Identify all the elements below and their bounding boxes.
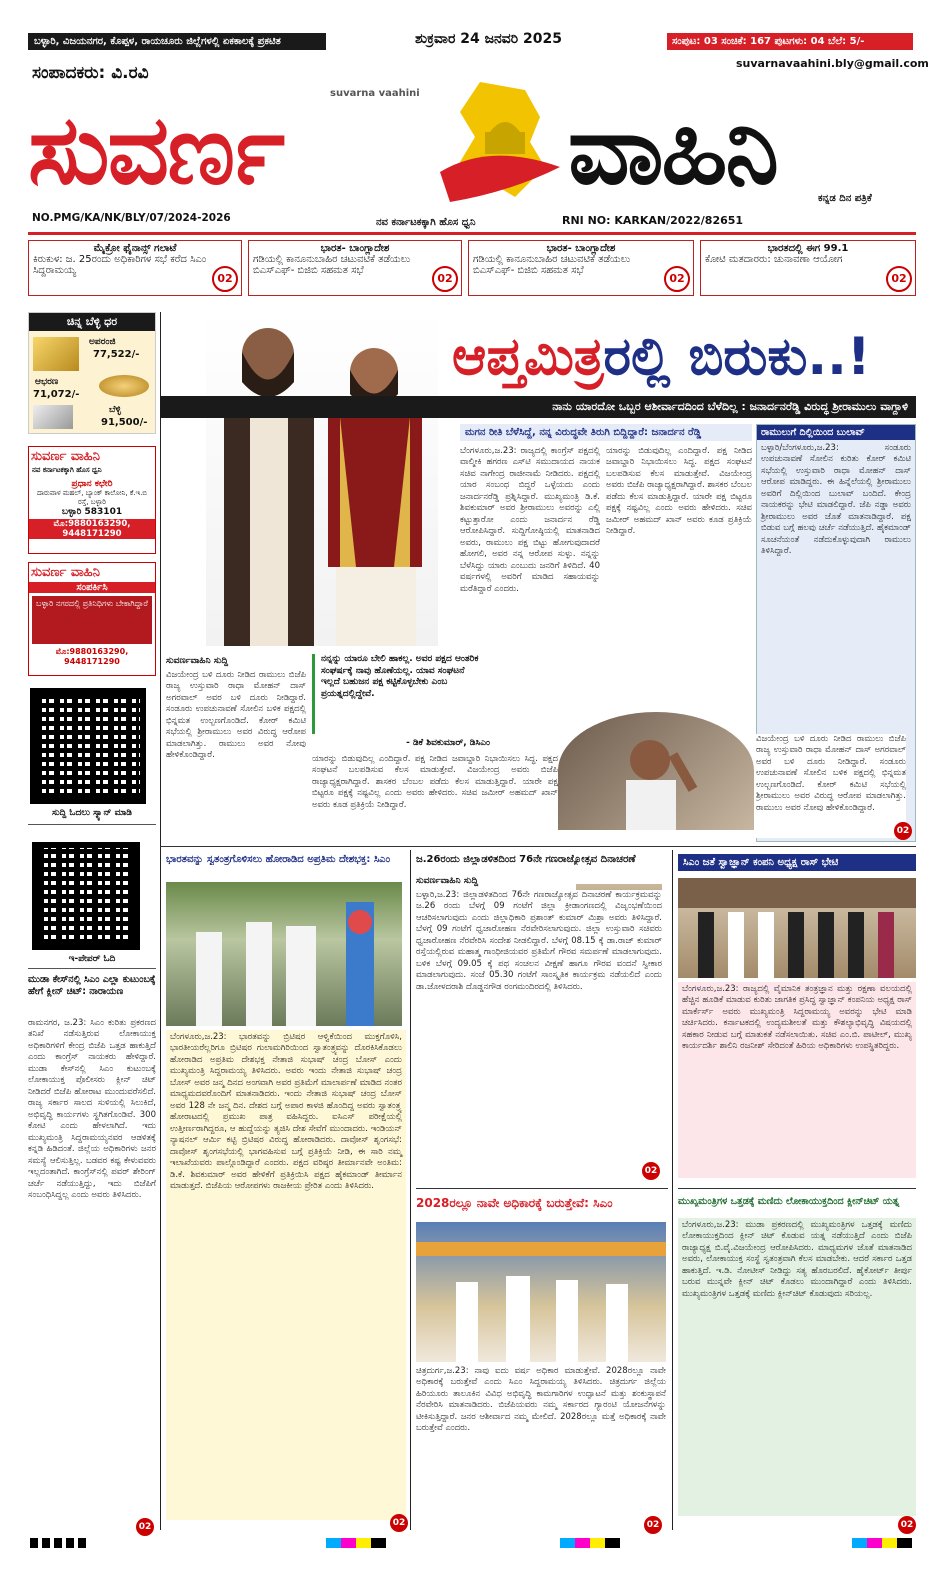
pull-quote	[312, 654, 482, 734]
registration-mark	[326, 1538, 386, 1548]
side-column-continued: ವಿಜಯೇಂದ್ರ ಬಳಿ ದೂರು ನೀಡಿದ ರಾಮುಲು ಬಿಜೆಪಿ ರಾಜ್ಯ ಉಸ್ತುವಾರಿ ರಾಧಾ ಮೋಹನ್ ದಾಸ್ ಅಗರವಾಲ್ ಅವರ ಬಳಿ ದೂರು ನೀಡಿದ್ದಾರೆ. ಸಂಡೂರು ಉಪಚುನಾವಣೆ ಸೋಲಿನ ಬಳಿಕ ಪಕ್ಷದಲ್ಲಿ ಭಿನ್ನಮತ ಉಲ್ಬಣಗೊಂಡಿದೆ. ಕೋರ್ ಕಮಿಟಿ ಸಭೆಯಲ್ಲಿ ಶ್ರೀರಾಮುಲು ಅವರ ವಿರುದ್ಧ ಆರೋಪ ಮಾಡಲಾಗಿತ್ತು. ರಾಮುಲು ಅವರ ನೋವು ಹೇಳಿಕೊಂಡಿದ್ದಾರೆ.	[756, 734, 906, 838]
column-rule	[160, 312, 161, 1530]
teaser-3[interactable]	[468, 240, 694, 296]
gold-price-title: ಚಿನ್ನ ಬೆಳ್ಳಿ ಧರ	[29, 313, 155, 331]
side-story-headline: ಮುಡಾ ಕೇಸ್‌ನಲ್ಲಿ ಸಿಎಂ ಎಲ್ಲಾ ಕುಟುಂಬಕ್ಕೆ ಹೇಗೆ ಕ್ಲೀನ್ ಚಿಟ್: ನಾರಾಯಣ	[28, 974, 156, 998]
gold-22-label: ಆಭರಣ	[35, 377, 59, 387]
gold-price-box	[28, 312, 156, 434]
teaser-kicker: ಭಾರತದಲ್ಲಿ ಈಗ 99.1	[767, 243, 849, 254]
editor-name: ಸಂಪಾದಕರು: ವಿ.ರವಿ	[32, 63, 149, 83]
districts-strip: ಬಳ್ಳಾರಿ, ವಿಜಯನಗರ, ಕೊಪ್ಪಳ, ರಾಯಚೂರು ಜಿಲ್ಲೆಗಳಲ್ಲಿ ಏಕಕಾಲಕ್ಕೆ ಪ್ರಕಟಿತ	[28, 33, 326, 50]
section-rule	[678, 1188, 916, 1189]
karnataka-emblem	[430, 72, 570, 212]
column-rule	[410, 850, 411, 1530]
divider	[28, 824, 156, 825]
divider	[28, 968, 156, 969]
lead-headline-part-a: ಆಪ್ತಮಿತ್ರ	[452, 327, 604, 387]
lead-body-col3: ವಿಜಯೇಂದ್ರ ಬಳಿ ದೂರು ನೀಡಿದ ರಾಮುಲು ಬಿಜೆಪಿ ರಾಜ್ಯ ಉಸ್ತುವಾರಿ ರಾಧಾ ಮೋಹನ್ ದಾಸ್ ಅಗರವಾಲ್ ಅವರ ಬಳಿ ದೂರು ನೀಡಿದ್ದಾರೆ. ಸಂಡೂರು ಉಪಚುನಾವಣೆ ಸೋಲಿನ ಬಳಿಕ ಪಕ್ಷದಲ್ಲಿ ಭಿನ್ನಮತ ಉಲ್ಬಣಗೊಂಡಿದೆ. ಕೋರ್ ಕಮಿಟಿ ಸಭೆಯಲ್ಲಿ ಶ್ರೀರಾಮುಲು ಅವರ ವಿರುದ್ಧ ಆರೋಪ ಮಾಡಲಾಗಿತ್ತು. ರಾಮುಲು ಅವರ ನೋವು ಹೇಳಿಕೊಂಡಿದ್ದಾರೆ.	[166, 670, 306, 761]
qr-code-news[interactable]	[30, 688, 146, 804]
story-d-photo	[678, 878, 916, 978]
lead-headline-part-b: ರಲ್ಲಿ ಬಿರುಕು..!	[603, 327, 871, 387]
story-d-headline: ಸಿಎಂ ಜತೆ ಸ್ವಾಜ್ಞಾನ್ ಕಂಪನಿ ಅಧ್ಯಕ್ಷ ರಾಸ್ ಭೇಟಿ	[678, 854, 916, 871]
teaser-kicker: ಭಾರತ- ಬಾಂಗ್ಲಾದೇಶ	[320, 243, 390, 254]
recruitment-ad	[28, 562, 156, 676]
page-ref-badge: 02	[642, 1162, 660, 1180]
teaser-text: ಕೋಟಿ ಮತದಾರರು: ಚುನಾವಣಾ ಆಯೋಗ	[705, 254, 843, 265]
story-c-byline: ಸುವರ್ಣವಾಹಿನಿ ಸುದ್ದಿ	[416, 876, 479, 886]
slogan: ನವ ಕರ್ನಾಟಕಕ್ಕಾಗಿ ಹೊಸ ಧ್ವನಿ	[376, 217, 476, 228]
office-ad	[28, 446, 156, 554]
story-f-headline: ಮುಖ್ಯಮಂತ್ರಿಗಳ ಒತ್ತಡಕ್ಕೆ ಮಣಿದು ಲೋಕಾಯುಕ್ತದಿಂದ ಕ್ಲೀನ್‌ಚಿಟ್ ಯತ್ನ	[678, 1196, 900, 1207]
qr-code-epaper[interactable]	[32, 842, 140, 950]
side-column-body: ಬಳ್ಳಾರಿ/ಬೆಂಗಳೂರು,ಜ.23: ಸಂಡೂರು ಉಪಚುನಾವಣೆ ಸೋಲಿನ ಕುರಿತು ಕೋರ್ ಕಮಿಟಿ ಸಭೆಯಲ್ಲಿ ಉಸ್ತುವಾರಿ ರಾಧಾ ಮೋಹನ್ ದಾಸ್ ಆರೋಪ ಮಾಡಿದ್ದರು. ಈ ಹಿನ್ನೆಲೆಯಲ್ಲಿ ಶ್ರೀರಾಮುಲು ಅವರಿಗೆ ದಿಲ್ಲಿಯಿಂದ ಬುಲಾವ್ ಬಂದಿದೆ. ಕೇಂದ್ರ ನಾಯಕರನ್ನು ಭೇಟಿ ಮಾಡಲಿದ್ದಾರೆ. ಜೆಪಿ ನಡ್ಡಾ ಅವರು ಶ್ರೀರಾಮುಲು ಅವರ ಜೊತೆ ಮಾತನಾಡಿದ್ದಾರೆ. ಪಕ್ಷ ಬಿಡುವ ಬಗ್ಗೆ ಹಲವು ಚರ್ಚೆ ನಡೆಯುತ್ತಿದೆ. ಹೈಕಮಾಂಡ್ ಸೂಚನೆಯಂತೆ ನಡೆದುಕೊಳ್ಳುವುದಾಗಿ ರಾಮುಲು ತಿಳಿಸಿದ್ದಾರೆ.	[761, 443, 911, 557]
lead-body-col2: ಯಾರನ್ನು ಬಿಡುವುದಿಲ್ಲ ಎಂದಿದ್ದಾರೆ. ಪಕ್ಷ ನೀಡಿದ ಜವಾಬ್ದಾರಿ ನಿಭಾಯಿಸಲು ಸಿದ್ಧ. ಪಕ್ಷದ ಸಂಘಟನೆ ಬಲಪಡಿಸುವ ಕೆಲಸ ಮಾಡುತ್ತೇವೆ. ವಿಜಯೇಂದ್ರ ಅವರು ಬಿಜೆಪಿ ರಾಜ್ಯಾಧ್ಯಕ್ಷರಾಗಿದ್ದಾರೆ. ಶಾಸಕರ ಬೆಂಬಲ ಪಡೆದು ಕೆಲಸ ಮಾಡುತ್ತಿದ್ದಾರೆ. ಯಾರೇ ಪಕ್ಷ ಬಿಟ್ಟರೂ ಪಕ್ಷಕ್ಕೆ ನಷ್ಟವಿಲ್ಲ ಎಂದು ಅವರು ಹೇಳಿದರು. ಸಚಿವ ಜಮೀರ್ ಅಹಮದ್ ಖಾನ್ ಅವರು ಕೂಡ ಪ್ರತಿಕ್ರಿಯೆ ನೀಡಿದ್ದಾರೆ.	[606, 446, 752, 537]
ad-pin: ಬಳ್ಳಾರಿ 583101	[61, 507, 123, 517]
gold-bar-icon	[33, 337, 79, 371]
story-c-body: ಬಳ್ಳಾರಿ,ಜ.23: ಜಿಲ್ಲಾಡಳಿತದಿಂದ 76ನೇ ಗಣರಾಜ್ಯೋತ್ಸವ ದಿನಾಚರಣೆ ಕಾರ್ಯಕ್ರಮವನ್ನು ಜ.26 ರಂದು ಬೆಳಗ್ಗೆ 09 ಗಂಟೆಗೆ ಜಿಲ್ಲಾ ಕ್ರೀಡಾಂಗಣದಲ್ಲಿ ವಿಜೃಂಭಣೆಯಿಂದ ಆಚರಿಸಲಾಗುವುದು ಎಂದು ಜಿಲ್ಲಾಧಿಕಾರಿ ಪ್ರಶಾಂತ್ ಕುಮಾರ್ ಮಿಶ್ರಾ ಅವರು ತಿಳಿಸಿದ್ದಾರೆ. ಬೆಳಗ್ಗೆ 09 ಗಂಟೆಗೆ ಧ್ವಜಾರೋಹಣ ನೆರವೇರಿಸಲಾಗುವುದು. ಜಿಲ್ಲಾ ಉಸ್ತುವಾರಿ ಸಚಿವರು ಧ್ವಜಾರೋಹಣ ನೆರವೇರಿಸಿ ಸಂದೇಶ ನೀಡಲಿದ್ದಾರೆ. ಬೆಳಗ್ಗೆ 08.15 ಕ್ಕೆ ಡಾ.ರಾಜ್ ಕುಮಾರ್ ರಸ್ತೆಯಲ್ಲಿರುವ ಮಹಾತ್ಮ ಗಾಂಧೀಜಿಯವರ ಪ್ರತಿಮೆಗೆ ಗೌರವ ಸಮರ್ಪಣೆ ಮಾಡಲಾಗುವುದು. ಬಳಿಕ ಬೆಳಗ್ಗೆ 09.05 ಕ್ಕೆ ಪಥ ಸಂಚಲನ ವೀಕ್ಷಣೆ ಹಾಗೂ ಗೌರವ ವಂದನೆ ಸ್ವೀಕಾರ ಮಾಡಲಾಗುವುದು. ಸಂಜೆ 05.30 ಗಂಟೆಗೆ ಸಾಂಸ್ಕೃತಿಕ ಕಾರ್ಯಕ್ರಮ ನಡೆಯಲಿದೆ ಎಂದು ಡಾ.ಜೋಳದರಾಶಿ ದೊಡ್ಡನಗೌಡ ರಂಗಮಂದಿರದಲ್ಲಿ ತಿಳಿಸಿದರು.	[416, 890, 662, 1180]
inset-photo	[558, 712, 754, 830]
teaser-text: ಕಿರುಕುಳ: ಜ. 25ರಂದು ಅಧಿಕಾರಿಗಳ ಸಭೆ ಕರೆದ ಸಿಎಂ ಸಿದ್ದರಾಮಯ್ಯ	[33, 254, 207, 276]
teaser-text: ಗಡಿಯಲ್ಲಿ ಕಾನೂನುಬಾಹಿರ ಚಟುವಟಿಕೆ ತಡೆಯಲು ಬಿಎಸ್‌ಎಫ್- ಬಿಜಿಬಿ ಸಹಮತ ಸಭೆ	[473, 254, 631, 276]
issue-date: ಶುಕ್ರವಾರ 24 ಜನವರಿ 2025	[415, 31, 562, 47]
page-ref-badge: 02	[212, 266, 238, 292]
teaser-1[interactable]	[28, 240, 242, 296]
pull-quote-attribution: - ಡಿಕೆ ಶಿವಕುಮಾರ್, ಡಿಸಿಎಂ	[406, 738, 490, 748]
teaser-kicker: ಭಾರತ- ಬಾಂಗ್ಲಾದೇಶ	[546, 243, 616, 254]
lead-subhead: ನಾನು ಯಾರದೋ ಒಬ್ಬರ ಆಶೀರ್ವಾದದಿಂದ ಬೆಳೆದಿಲ್ಲ : ಜನಾರ್ದನರೆಡ್ಡಿ ವಿರುದ್ಧ ಶ್ರೀರಾಮುಲು ವಾಗ್ದಾಳಿ	[160, 396, 916, 418]
story-d-body: ಬೆಂಗಳೂರು,ಜ.23: ರಾಜ್ಯದಲ್ಲಿ ವೈಮಾನಿಕ ತಂತ್ರಜ್ಞಾನ ಮತ್ತು ರಕ್ಷಣಾ ವಲಯದಲ್ಲಿ ಹೆಚ್ಚಿನ ಹೂಡಿಕೆ ಮಾಡುವ ಕುರಿತು ಜಾಗತಿಕ ಪ್ರಸಿದ್ಧ ಸ್ವಾಜ್ಞಾನ್ ಕಂಪನಿಯ ಅಧ್ಯಕ್ಷ ರಾಸ್ ಮಾರ್ಕೆರ್ಸ್ ಅವರು ಮುಖ್ಯಮಂತ್ರಿ ಸಿದ್ದರಾಮಯ್ಯ ಅವರನ್ನು ಭೇಟಿ ಮಾಡಿ ಚರ್ಚಿಸಿದರು. ಕರ್ನಾಟಕದಲ್ಲಿ ಉದ್ಯಮಶೀಲತೆ ಮತ್ತು ಕೌಶಲ್ಯಾಭಿವೃದ್ಧಿ ವಿಷಯದಲ್ಲಿ ಸಹಕಾರ ನೀಡುವ ಬಗ್ಗೆ ಮಾತುಕತೆ ನಡೆಸಲಾಯಿತು. ಸಚಿವ ಎಂ.ಬಿ. ಪಾಟೀಲ್, ಮುಖ್ಯ ಕಾರ್ಯದರ್ಶಿ ಶಾಲಿನಿ ರಜನೀಶ್ ಸೇರಿದಂತೆ ಹಿರಿಯ ಅಧಿಕಾರಿಗಳು ಉಪಸ್ಥಿತರಿದ್ದರು.	[678, 982, 916, 1178]
teaser-text: ಗಡಿಯಲ್ಲಿ ಕಾನೂನುಬಾಹಿರ ಚಟುವಟಿಕೆ ತಡೆಯಲು ಬಿಎಸ್‌ಎಫ್- ಬಿಜಿಬಿ ಸಹಮತ ಸಭೆ	[253, 254, 411, 276]
registration-mark	[30, 1538, 90, 1548]
ad-phone: ಮೊ:9880163290, 9448171290	[29, 519, 155, 539]
teaser-4[interactable]	[700, 240, 916, 296]
gold-24-price: 77,522/-	[93, 349, 140, 360]
side-story-body: ರಾಮನಗರ, ಜ.23: ಸಿಎಂ ಕುರಿತು ಪ್ರಕರಣದ ತನಿಖೆ ನಡೆಸುತ್ತಿರುವ ಲೋಕಾಯುಕ್ತ ಅಧಿಕಾರಿಗಳಿಗೆ ಕೇಂದ್ರ ಬಿಜೆಪಿ ಒತ್ತಡ ಹಾಕುತ್ತಿದೆ ಎಂದು ಕಾಂಗ್ರೆಸ್ ನಾಯಕರು ಹೇಳಿದ್ದಾರೆ. ಮುಡಾ ಕೇಸ್‌ನಲ್ಲಿ ಸಿಎಂ ಕುಟುಂಬಕ್ಕೆ ಲೋಕಾಯುಕ್ತ ಪೊಲೀಸರು ಕ್ಲೀನ್ ಚಿಟ್ ನೀಡಿದರೆ ಬಿಜೆಪಿ ಹೋರಾಟ ಮುಂದುವರೆಸಲಿದೆ. ರಾಜ್ಯ ಸರ್ಕಾರ ಸಾಲದ ಸುಳಿಯಲ್ಲಿ ಸಿಲುಕಿದೆ, ಅಭಿವೃದ್ಧಿ ಕಾರ್ಯಗಳು ಸ್ಥಗಿತಗೊಂಡಿವೆ. 300 ಕೋಟಿ ಎಂದು ಹೇಳಲಾಗಿದೆ. ಇದು ಮುಖ್ಯಮಂತ್ರಿ ಸಿದ್ದರಾಮಯ್ಯನವರ ಆಡಳಿತಕ್ಕೆ ಕನ್ನಡಿ ಹಿಡಿದಂತೆ. ಜಿಲ್ಲೆಯ ಅಧಿಕಾರಿಗಳು ಜನರ ಸಮಸ್ಯೆ ಆಲಿಸುತ್ತಿಲ್ಲ. ಬಡವರ ಕಷ್ಟ ಕೇಳುವವರು ಇಲ್ಲದಂತಾಗಿದೆ. ಕಾಂಗ್ರೆಸ್‌ನಲ್ಲಿ ಪವರ್ ಶೇರಿಂಗ್ ಚರ್ಚೆ ನಡೆಯುತ್ತಿದ್ದು, ಇದು ಬಿಜೆಪಿಗೆ ಸಂಬಂಧಿಸಿದ್ದಲ್ಲ ಎಂದು ಅವರು ತಿಳಿಸಿದರು.	[28, 1018, 156, 1201]
page-ref-badge: 02	[886, 266, 912, 292]
page-ref-badge: 02	[898, 1516, 916, 1534]
masthead-title-right: ವಾಹಿನಿ	[568, 94, 777, 206]
roman-name: suvarna vaahini	[330, 88, 420, 99]
lead-photo	[206, 312, 438, 646]
story-b-body: ಬೆಂಗಳೂರು,ಜ.23: ಭಾರತವನ್ನು ಬ್ರಿಟಿಷರ ಆಳ್ವಿಕೆಯಿಂದ ಮುಕ್ತಗೊಳಿಸಿ, ಭಾರತೀಯರೆಲ್ಲರಿಗೂ ಬ್ರಿಟಿಷರ ಗುಲಾಮಗಿರಿಯಿಂದ ಸ್ವಾತಂತ್ರ್ಯವನ್ನು ದೊರಕಿಸಿಕೊಡಲು ಹೋರಾಡಿದ ಅಪ್ರತಿಮ ದೇಶಭಕ್ತ ನೇತಾಜಿ ಸುಭಾಷ್ ಚಂದ್ರ ಬೋಸ್ ಎಂದು ಮುಖ್ಯಮಂತ್ರಿ ಸಿದ್ದರಾಮಯ್ಯ ತಿಳಿಸಿದರು. ಅವರು ಇಂದು ನೇತಾಜಿ ಸುಭಾಷ್ ಚಂದ್ರ ಬೋಸ್ ಅವರ ಜನ್ಮ ದಿನದ ಅಂಗವಾಗಿ ಅವರ ಪ್ರತಿಮೆಗೆ ಮಾಲಾರ್ಪಣೆ ಮಾಡಿದ ನಂತರ ಮಾಧ್ಯಮದವರೊಂದಿಗೆ ಮಾತನಾಡಿದರು. ಇಂದು ನೇತಾಜಿ ಸುಭಾಷ್ ಚಂದ್ರ ಬೋಸ್ ಅವರ 128 ನೇ ಜನ್ಮ ದಿನ. ದೇಶದ ಬಗ್ಗೆ ಅಪಾರ ಕಾಳಜಿ ಹೊಂದಿದ್ದ ಅವರು ಸ್ವಾತಂತ್ರ್ಯ ಹೋರಾಟದಲ್ಲಿ ಪ್ರಮುಖ ಪಾತ್ರ ವಹಿಸಿದ್ದರು. ಐಸಿಎಸ್ ಪರೀಕ್ಷೆಯಲ್ಲಿ ಉತ್ತೀರ್ಣರಾಗಿದ್ದರೂ, ಆ ಹುದ್ದೆಯನ್ನು ತ್ಯಜಿಸಿ ದೇಶ ಸೇವೆಗೆ ಮುಂದಾದರು. ಇಂಡಿಯನ್ ನ್ಯಾಷನಲ್ ಆರ್ಮಿ ಕಟ್ಟಿ ಬ್ರಿಟಿಷರ ವಿರುದ್ಧ ಹೋರಾಡಿದರು. ದಾವೋಸ್ ಶೃಂಗಸಭೆ: ದಾವೋಸ್ ಶೃಂಗಸಭೆಯಲ್ಲಿ ಭಾಗವಹಿಸುವ ಬಗ್ಗೆ ಪ್ರತಿಕ್ರಿಯೆ ನೀಡಿ, ಈ ಸಾರಿ ನಮ್ಮ ಇಲಾಖೆಯವರು ಪಾಲ್ಗೊಂಡಿದ್ದಾರೆ ಎಂದರು. ಪಕ್ಷದ ವರಿಷ್ಠರ ತೀರ್ಮಾನವೇ ಅಂತಿಮ: ಡಿ.ಕೆ. ಶಿವಕುಮಾರ್ ಅವರ ಹೇಳಿಕೆಗೆ ಪ್ರತಿಕ್ರಿಯಿಸಿ ಪಕ್ಷದ ಹೈಕಮಾಂಡ್ ತೀರ್ಮಾನ ಮಾಡುತ್ತದೆ. ಬಿಜೆಪಿಯ ಆರೋಪಗಳು ರಾಜಕೀಯ ಪ್ರೇರಿತ ಎಂದು ತಿಳಿಸಿದರು.	[166, 1030, 406, 1520]
bangle-icon	[99, 375, 149, 397]
lead-headline	[452, 322, 916, 392]
masthead-subtitle: ಕನ್ನಡ ದಿನ ಪತ್ರಿಕೆ	[818, 193, 872, 204]
ad-phone: ಮೊ:9880163290, 9448171290	[55, 647, 129, 666]
lead-body-col4: ಯಾರನ್ನು ಬಿಡುವುದಿಲ್ಲ ಎಂದಿದ್ದಾರೆ. ಪಕ್ಷ ನೀಡಿದ ಜವಾಬ್ದಾರಿ ನಿಭಾಯಿಸಲು ಸಿದ್ಧ. ಪಕ್ಷದ ಸಂಘಟನೆ ಬಲಪಡಿಸುವ ಕೆಲಸ ಮಾಡುತ್ತೇವೆ. ವಿಜಯೇಂದ್ರ ಅವರು ಬಿಜೆಪಿ ರಾಜ್ಯಾಧ್ಯಕ್ಷರಾಗಿದ್ದಾರೆ. ಶಾಸಕರ ಬೆಂಬಲ ಪಡೆದು ಕೆಲಸ ಮಾಡುತ್ತಿದ್ದಾರೆ. ಯಾರೇ ಪಕ್ಷ ಬಿಟ್ಟರೂ ಪಕ್ಷಕ್ಕೆ ನಷ್ಟವಿಲ್ಲ ಎಂದು ಅವರು ಹೇಳಿದರು. ಸಚಿವ ಜಮೀರ್ ಅಹಮದ್ ಖಾನ್ ಅವರು ಕೂಡ ಪ್ರತಿಕ್ರಿಯೆ ನೀಡಿದ್ದಾರೆ.	[312, 754, 558, 810]
story-e-body: ಚಿತ್ರದುರ್ಗ,ಜ.23: ನಾವು ಐದು ವರ್ಷ ಅಧಿಕಾರ ಮಾಡುತ್ತೇವೆ. 2028ರಲ್ಲೂ ನಾವೇ ಅಧಿಕಾರಕ್ಕೆ ಬರುತ್ತೇವೆ ಎಂದು ಸಿಎಂ ಸಿದ್ದರಾಮಯ್ಯ ತಿಳಿಸಿದರು. ಚಿತ್ರದುರ್ಗ ಜಿಲ್ಲೆಯ ಹಿರಿಯೂರು ತಾಲೂಕಿನ ವಿವಿಧ ಅಭಿವೃದ್ಧಿ ಕಾಮಗಾರಿಗಳ ಉದ್ಘಾಟನೆ ಮತ್ತು ಶಂಕುಸ್ಥಾಪನೆ ನೆರವೇರಿಸಿ ಮಾತನಾಡಿದರು. ಬಿಜೆಪಿಯವರು ನಮ್ಮ ಸರ್ಕಾರದ ಗ್ಯಾರಂಟಿ ಯೋಜನೆಗಳನ್ನು ಟೀಕಿಸುತ್ತಿದ್ದಾರೆ. ಜನರ ಆಶೀರ್ವಾದ ನಮ್ಮ ಮೇಲಿದೆ. 2028ರಲ್ಲೂ ಮತ್ತೆ ಅಧಿಕಾರಕ್ಕೆ ನಾವೇ ಬರುತ್ತೇವೆ ಎಂದರು.	[416, 1366, 666, 1434]
page-ref-badge: 02	[136, 1518, 154, 1536]
side-column-kicker: ರಾಮುಲುಗೆ ದಿಲ್ಲಿಯಿಂದ ಬುಲಾವ್	[757, 425, 915, 440]
section-rule	[160, 846, 916, 847]
email: suvarnavaahini.bly@gmail.com	[736, 57, 929, 70]
masthead-title-left: ಸುವರ್ಣ	[28, 94, 283, 206]
teaser-2[interactable]	[248, 240, 462, 296]
story-c-headline: ಜ.26ರಂದು ಜಿಲ್ಲಾಡಳಿತದಿಂದ 76ನೇ ಗಣರಾಜ್ಯೋತ್ಸವ ದಿನಾಚರಣೆ	[416, 854, 636, 865]
story-e-photo	[416, 1222, 666, 1362]
ad-office-label: ಪ್ರಧಾನ ಕಛೇರಿ	[71, 479, 113, 489]
ad-brand: ಸುವರ್ಣ ವಾಹಿನಿ	[31, 449, 100, 464]
pull-quote-text: ನನ್ನನ್ನು ಯಾರೂ ಬೇಲಿ ಹಾಕಲ್ಲ. ಅವರ ಪಕ್ಷದ ಆಂತರಿಕ ಸಂಘರ್ಷಕ್ಕೆ ನಾವು ಹೊಣೆಯಲ್ಲ. ಯಾವ ಸಂಘಟನೆ ಇಲ್ಲದೆ ಬಹುಜನ ಪಕ್ಷ ಕಟ್ಟಿಕೊಳ್ಳಬೇಕು ಎಂಬ ಪ್ರಯತ್ನದಲ್ಲಿದ್ದೇವೆ.	[321, 654, 479, 700]
page-ref-badge: 02	[644, 1516, 662, 1534]
qr-caption: ಸುದ್ದಿ ಓದಲು ಸ್ಕ್ಯಾನ್ ಮಾಡಿ	[52, 808, 132, 818]
masthead-rule	[28, 232, 916, 235]
rni-number: RNI NO: KARKAN/2022/82651	[562, 214, 744, 227]
page-ref-badge: 02	[664, 266, 690, 292]
page-ref-badge: 02	[432, 266, 458, 292]
registration-mark	[852, 1538, 912, 1548]
page-ref-badge: 02	[390, 1514, 408, 1532]
story-f-body: ಬೆಂಗಳೂರು,ಜ.23: ಮುಡಾ ಪ್ರಕರಣದಲ್ಲಿ ಮುಖ್ಯಮಂತ್ರಿಗಳ ಒತ್ತಡಕ್ಕೆ ಮಣಿದು ಲೋಕಾಯುಕ್ತದಿಂದ ಕ್ಲೀನ್ ಚಿಟ್ ಕೊಡುವ ಯತ್ನ ನಡೆಯುತ್ತಿದೆ ಎಂದು ಬಿಜೆಪಿ ರಾಜ್ಯಾಧ್ಯಕ್ಷ ಬಿ.ವೈ.ವಿಜಯೇಂದ್ರ ಆರೋಪಿಸಿದರು. ಮಾಧ್ಯಮಗಳ ಜೊತೆ ಮಾತನಾಡಿದ ಅವರು, ಲೋಕಾಯುಕ್ತ ಸಂಸ್ಥೆ ಸ್ವತಂತ್ರವಾಗಿ ಕೆಲಸ ಮಾಡಬೇಕು. ಆದರೆ ಸರ್ಕಾರ ಒತ್ತಡ ಹಾಕುತ್ತಿದೆ. ಇ.ಡಿ. ನೋಟೀಸ್ ನೀಡಿದ್ದು ಸತ್ಯ ಹೊರಬರಲಿದೆ. ಹೈಕೋರ್ಟ್ ತೀರ್ಪು ಬರುವ ಮುನ್ನವೇ ಕ್ಲೀನ್ ಚಿಟ್ ಕೊಡಲು ಮುಂದಾಗಿದ್ದಾರೆ ಎಂದು ತಿಳಿಸಿದರು. ಮುಖ್ಯಮಂತ್ರಿಗಳ ಒತ್ತಡಕ್ಕೆ ಮಣಿದು ಕ್ಲೀನ್‌ಚಿಟ್ ಕೊಡುವುದು ಸರಿಯಲ್ಲ.	[678, 1218, 916, 1516]
column-rule	[672, 850, 673, 1530]
registration-number: NO.PMG/KA/NK/BLY/07/2024-2026	[32, 212, 231, 224]
story-e-headline: 2028ರಲ್ಲೂ ನಾವೇ ಅಧಿಕಾರಕ್ಕೆ ಬರುತ್ತೇವೆ: ಸಿಎಂ	[416, 1196, 613, 1210]
registration-mark	[560, 1538, 620, 1548]
section-rule	[416, 1188, 668, 1189]
lead-byline: ಸುವರ್ಣವಾಹಿನಿ ಸುದ್ದಿ	[166, 656, 229, 666]
story-b-headline: ಭಾರತವನ್ನು ಸ್ವತಂತ್ರಗೊಳಿಸಲು ಹೋರಾಡಿದ ಅಪ್ರತಿಮ ದೇಶಭಕ್ತ: ಸಿಎಂ	[166, 854, 391, 865]
gold-24-label: ಅಪರಂಜಿ	[89, 337, 116, 347]
silver-label: ಬೆಳ್ಳಿ	[109, 405, 121, 415]
silver-price: 91,500/-	[101, 417, 148, 428]
issue-strip: ಸಂಪುಟ: 03 ಸಂಚಿಕೆ: 167 ಪುಟಗಳು: 04 ಬೆಲೆ: 5/-	[667, 33, 913, 50]
lead-body-col1: ಬೆಂಗಳೂರು,ಜ.23: ರಾಜ್ಯದಲ್ಲಿ ಕಾಂಗ್ರೆಸ್ ಪಕ್ಷದಲ್ಲಿ ವಾಲ್ಮೀಕಿ ಹಗರಣ ಎಸ್‌ಟಿ ಸಮುದಾಯದ ನಾಯಕ ಸಚಿವ ನಾಗೇಂದ್ರ ರಾಜೀನಾಮೆ ನೀಡಿದರು. ಪಕ್ಷದಲ್ಲಿ ಯಾರ ಸಂಬಂಧ ಬಿದ್ದರೆ ಒಳ್ಳೆಯದು ಎಂದು ಜನಾರ್ದನರೆಡ್ಡಿ ಪ್ರಶ್ನಿಸಿದ್ದಾರೆ. ಮುಖ್ಯಮಂತ್ರಿ ಡಿ.ಕೆ. ಶಿವಕುಮಾರ್ ಅವರ ಶ್ರೀರಾಮುಲು ಅವರನ್ನು ಎಲ್ಲಿ ಕಟ್ಟುತ್ತಾರೋ ಎಂದು ಜನಾರ್ದನ ರೆಡ್ಡಿ ಆರೋಪಿಸಿದ್ದಾರೆ. ಸುದ್ದಿಗೋಷ್ಠಿಯಲ್ಲಿ ಮಾತನಾಡಿದ ಅವರು, ರಾಮುಲು ಪಕ್ಷ ಬಿಟ್ಟು ಹೋಗುವುದಾದರೆ ಹೋಗಲಿ, ಅವರ ನನ್ನ ಆರೋಪ ಸುಳ್ಳು. ನನ್ನನ್ನು ಬೆಳೆಸಿದ್ದು ಯಾರು ಎಂಬುದು ಜನರಿಗೆ ತಿಳಿದಿದೆ. 40 ವರ್ಷಗಳಲ್ಲಿ ಅವರಿಗೆ ಮಾಡಿದ ಸಹಾಯವನ್ನು ಮರೆತಿದ್ದಾರೆ ಎಂದರು.	[460, 446, 600, 594]
lead-kicker: ಮಗನ ರೀತಿ ಬೆಳೆಸಿದ್ದೆ, ನನ್ನ ವಿರುದ್ಧವೇ ತಿರುಗಿ ಬಿದ್ದಿದ್ದಾರೆ: ಜನಾರ್ದನ ರೆಡ್ಡಿ	[460, 424, 752, 441]
page-ref-badge: 02	[894, 822, 912, 840]
ad-contact-label: ಸಂಪರ್ಕಿಸಿ	[29, 582, 155, 593]
ad-brand: ಸುವರ್ಣ ವಾಹಿನಿ	[31, 565, 100, 580]
story-b-photo	[166, 882, 402, 1026]
ad-text: ಬಳ್ಳಾರಿ ನಗರದಲ್ಲಿ ಪ್ರತಿನಿಧಿಗಳು ಬೇಕಾಗಿದ್ದಾರೆ	[32, 596, 152, 644]
qr-caption: ಇ-ಪೇಪರ್ ಓದಿ	[68, 954, 116, 964]
gold-22-price: 71,072/-	[33, 389, 80, 400]
ad-tagline: ನವ ಕರ್ನಾಟಕಕ್ಕಾಗಿ ಹೊಸ ಧ್ವನಿ	[32, 466, 102, 474]
silver-bar-icon	[33, 405, 73, 429]
ad-address: ದಾರುವಾಳ ಮಹಲ್, ಬ್ಯಾಂಕ್ ಕಾಲೋನಿ, ಕೆ.ಇ.ಬಿ ರಸ್ತೆ, ಬಳ್ಳಾರಿ	[36, 489, 148, 506]
teaser-kicker: ಮೈಕ್ರೋ ಫೈನಾನ್ಸ್ ಗಲಾಟೆ	[93, 243, 177, 254]
